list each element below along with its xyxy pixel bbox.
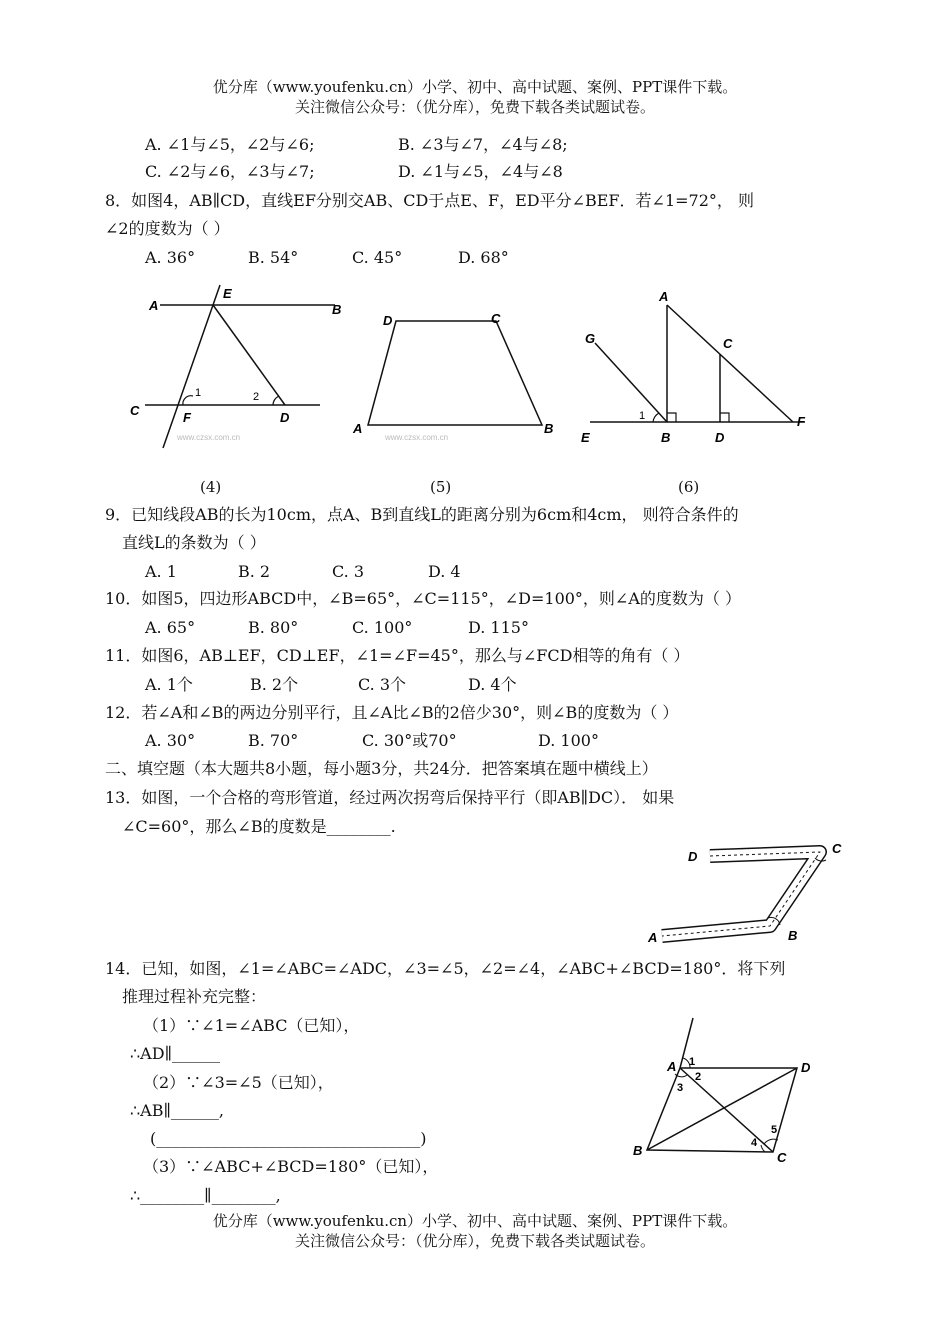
q8-stem-line-2: ∠2的度数为（ ） xyxy=(105,219,230,238)
label-d: D xyxy=(715,430,725,445)
label-b: B xyxy=(544,421,554,436)
q9-option-c: C. 3 xyxy=(332,562,365,581)
label-d: D xyxy=(688,849,698,864)
right-angle-d xyxy=(720,413,729,422)
q12-option-a: A. 30° xyxy=(145,731,196,750)
q9-stem-line-2: 直线L的条数为（ ） xyxy=(122,533,266,552)
segment-gb xyxy=(595,343,667,422)
q14-step-2: （2）∵∠3=∠5（已知）， xyxy=(143,1073,334,1092)
q14-step-2-reason[interactable]: (_________________________________) xyxy=(150,1129,427,1148)
q14-step-1-conclusion[interactable]: ∴AD∥______ xyxy=(130,1044,220,1063)
label-b: B xyxy=(332,302,342,317)
q12-option-c: C. 30°或70° xyxy=(362,731,457,750)
q9-option-b: B. 2 xyxy=(238,562,271,581)
q7-option-a: A. ∠1与∠5，∠2与∠6; xyxy=(145,135,315,154)
footer-line-1: 优分库（www.youfenku.cn）小学、初中、高中试题、案例、PPT课件下载。 xyxy=(212,1212,738,1230)
q14-stem-line-1: 14．已知，如图，∠1=∠ABC=∠ADC，∠3=∠5，∠2=∠4，∠ABC+∠BCD=180°．将下列 xyxy=(105,959,786,978)
label-a: A xyxy=(353,421,363,436)
angle-5-label: 5 xyxy=(771,1124,778,1136)
q14-stem-line-2: 推理过程补充完整： xyxy=(122,987,267,1006)
label-a: A xyxy=(648,930,658,945)
label-f: F xyxy=(797,414,805,429)
label-b: B xyxy=(788,928,798,943)
q14-step-3: （3）∵∠ABC+∠BCD=180°（已知）， xyxy=(143,1157,439,1176)
q12-stem: 12．若∠A和∠B的两边分别平行，且∠A比∠B的2倍少30°，则∠B的度数为（ ） xyxy=(105,703,679,722)
label-g: G xyxy=(585,331,596,346)
label-d: D xyxy=(801,1060,811,1075)
q10-option-b: B. 80° xyxy=(248,618,299,637)
watermark: www.czsx.com.cn xyxy=(385,433,449,442)
angle-1-label: 1 xyxy=(689,1056,696,1068)
angle-1-arc xyxy=(653,413,659,422)
q8-option-c: C. 45° xyxy=(352,248,403,267)
label-e: E xyxy=(223,286,232,301)
q11-option-c: C. 3个 xyxy=(358,675,407,694)
q9-option-d: D. 4 xyxy=(428,562,461,581)
q7-option-d: D. ∠1与∠5，∠4与∠8 xyxy=(398,162,563,181)
q13-stem-line-1: 13．如图，一个合格的弯形管道，经过两次拐弯后保持平行（即AB∥DC）． 如果 xyxy=(105,788,675,807)
label-d: D xyxy=(383,313,393,328)
figure-4-caption: (4) xyxy=(200,478,222,496)
q10-option-d: D. 115° xyxy=(468,618,529,637)
label-e: E xyxy=(581,430,590,445)
q8-option-b: B. 54° xyxy=(248,248,299,267)
label-b: B xyxy=(661,430,671,445)
q7-option-b: B. ∠3与∠7，∠4与∠8; xyxy=(398,135,568,154)
q8-option-a: A. 36° xyxy=(145,248,196,267)
label-c: C xyxy=(832,841,842,856)
angle-2-arc xyxy=(273,396,279,405)
angle-1-label: 1 xyxy=(195,387,202,399)
label-c: C xyxy=(491,311,501,326)
label-c: C xyxy=(130,403,140,418)
label-a: A xyxy=(149,298,159,313)
label-d: D xyxy=(280,410,290,425)
line-ef xyxy=(163,285,220,448)
angle-3-label: 3 xyxy=(677,1082,684,1094)
quadrilateral xyxy=(368,321,542,425)
label-f: F xyxy=(183,410,191,425)
label-c: C xyxy=(723,336,733,351)
label-c: C xyxy=(777,1150,787,1165)
angle-2-label: 2 xyxy=(253,391,260,403)
q11-option-b: B. 2个 xyxy=(250,675,299,694)
angle-4-label: 4 xyxy=(751,1137,758,1149)
angle-1-arc xyxy=(183,396,193,405)
line-ed xyxy=(213,305,285,405)
label-b: B xyxy=(633,1143,643,1158)
diagonal-bd xyxy=(647,1068,797,1150)
header-line-1: 优分库（www.youfenku.cn）小学、初中、高中试题、案例、PPT课件下载。 xyxy=(212,78,738,96)
pipe-body xyxy=(662,852,820,936)
pipe-figure xyxy=(640,830,855,955)
angle-1-label: 1 xyxy=(639,410,646,422)
figure-6 xyxy=(575,285,820,450)
q10-stem: 10．如图5，四边形ABCD中，∠B=65°，∠C=115°，∠D=100°，则∠A的度数为（ ） xyxy=(105,589,741,608)
q8-stem-line-1: 8．如图4，AB∥CD，直线EF分别交AB、CD于点E、F，ED平分∠BEF．若∠1=72°， 则 xyxy=(105,191,754,210)
parallelogram-figure xyxy=(625,1012,830,1167)
angle-4-arc xyxy=(761,1145,765,1152)
q11-option-a: A. 1个 xyxy=(145,675,193,694)
q10-option-a: A. 65° xyxy=(145,618,196,637)
diagonal-ac xyxy=(680,1068,773,1152)
figure-6-caption: (6) xyxy=(678,478,700,496)
q9-stem-line-1: 9．已知线段AB的长为10cm，点A、B到直线L的距离分别为6cm和4cm， 则符合条件的 xyxy=(105,505,739,524)
q7-option-c: C. ∠2与∠6，∠3与∠7; xyxy=(145,162,315,181)
figure-5-caption: (5) xyxy=(430,478,452,496)
q11-option-d: D. 4个 xyxy=(468,675,517,694)
label-a: A xyxy=(667,1059,677,1074)
label-a: A xyxy=(659,289,669,304)
q14-step-1: （1）∵∠1=∠ABC（已知）， xyxy=(143,1016,360,1035)
figure-4 xyxy=(125,280,350,450)
q9-option-a: A. 1 xyxy=(145,562,177,581)
q11-stem: 11．如图6，AB⊥EF，CD⊥EF，∠1=∠F=45°，那么与∠FCD相等的角有（ ） xyxy=(105,646,690,665)
segment-af xyxy=(667,305,793,422)
angle-2-label: 2 xyxy=(695,1071,702,1083)
q8-option-d: D. 68° xyxy=(458,248,509,267)
q14-step-2-conclusion[interactable]: ∴AB∥______, xyxy=(130,1101,224,1120)
q13-stem-line-2: ∠C=60°，那么∠B的度数是________. xyxy=(122,817,396,836)
right-angle-b xyxy=(667,413,676,422)
q10-option-c: C. 100° xyxy=(352,618,413,637)
watermark: www.czsx.com.cn xyxy=(177,433,241,442)
figure-5 xyxy=(350,305,560,445)
q12-option-b: B. 70° xyxy=(248,731,299,750)
header-line-2: 关注微信公众号：（优分库），免费下载各类试题试卷。 xyxy=(294,98,655,116)
section-2-title: 二、填空题（本大题共8小题，每小题3分，共24分．把答案填在题中横线上） xyxy=(105,759,658,778)
footer-line-2: 关注微信公众号：（优分库），免费下载各类试题试卷。 xyxy=(294,1232,655,1250)
q12-option-d: D. 100° xyxy=(538,731,599,750)
q14-step-3-conclusion[interactable]: ∴________∥________, xyxy=(130,1186,281,1205)
